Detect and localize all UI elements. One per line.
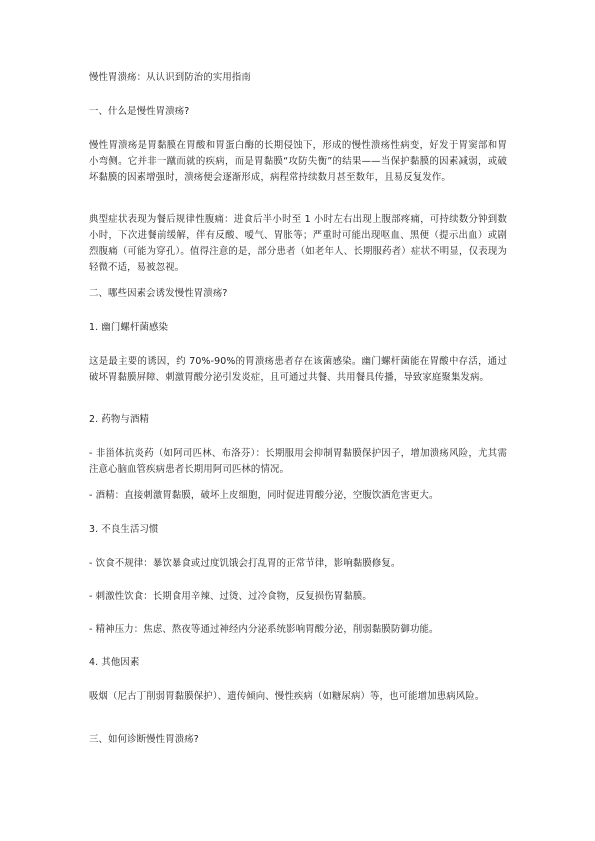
factor-3-list-item-2: - 刺激性饮食：长期食用辛辣、过烫、过冷食物，反复损伤胃黏膜。 xyxy=(89,591,372,602)
section-1-paragraph-1: 慢性胃溃疡是胃黏膜在胃酸和胃蛋白酶的长期侵蚀下，形成的慢性溃疡性病变，好发于胃窦部和胃小弯侧。它并非一蹴而就的疾病，而是胃黏膜“攻防失衡”的结果——当保护黏膜的因素减弱，或破坏黏膜的因素增强时，溃疡便会逐渐形成，病程常持续数月甚至数年，且易反复发作。 xyxy=(89,140,507,183)
section-2-heading: 二、哪些因素会诱发慢性胃溃疡? xyxy=(89,288,228,299)
factor-2-list-item-2: - 酒精：直接刺激胃黏膜，破坏上皮细胞，同时促进胃酸分泌，空腹饮酒危害更大。 xyxy=(89,490,439,501)
factor-2-list-item-1: - 非甾体抗炎药（如阿司匹林、布洛芬）：长期服用会抑制胃黏膜保护因子，增加溃疡风险，尤其需注意心脑血管疾病患者长期用阿司匹林的情况。 xyxy=(89,448,507,475)
factor-4-heading: 4. 其他因素 xyxy=(89,657,140,668)
factor-3-list-item-3: - 精神压力：焦虑、熬夜等通过神经内分泌系统影响胃酸分泌，削弱黏膜防御功能。 xyxy=(89,624,439,635)
section-1-heading: 一、什么是慢性胃溃疡? xyxy=(89,106,190,117)
section-1-paragraph-2: 典型症状表现为餐后规律性腹痛：进食后半小时至 1 小时左右出现上腹部疼痛，可持续数分钟到数小时，下次进餐前缓解，伴有反酸、嗳气、胃胀等；严重时可能出现呕血、黑便（提示出血）或剧烈腹痛（可能为穿孔）。值得注意的是，部分患者（如老年人、长期服药者）症状不明显，仅表现为轻微不适，易被忽视。 xyxy=(89,214,507,273)
factor-3-list-item-1: - 饮食不规律：暴饮暴食或过度饥饿会打乱胃的正常节律，影响黏膜修复。 xyxy=(89,558,401,569)
factor-3-heading: 3. 不良生活习惯 xyxy=(89,524,159,535)
factor-4-paragraph: 吸烟（尼古丁削弱胃黏膜保护）、遗传倾向、慢性疾病（如糖尿病）等，也可能增加患病风险。 xyxy=(89,691,485,702)
section-3-heading: 三、如何诊断慢性胃溃疡? xyxy=(89,734,199,745)
factor-1-paragraph: 这是最主要的诱因，约 70%-90%的胃溃疡患者存在该菌感染。幽门螺杆菌能在胃酸中存活，通过破坏胃黏膜屏障、刺激胃酸分泌引发炎症，且可通过共餐、共用餐具传播，导致家庭聚集发病。 xyxy=(89,356,507,383)
factor-1-heading: 1. 幽门螺杆菌感染 xyxy=(89,322,169,333)
factor-2-heading: 2. 药物与酒精 xyxy=(89,414,150,425)
document-title: 慢性胃溃疡：从认识到防治的实用指南 xyxy=(89,72,251,83)
